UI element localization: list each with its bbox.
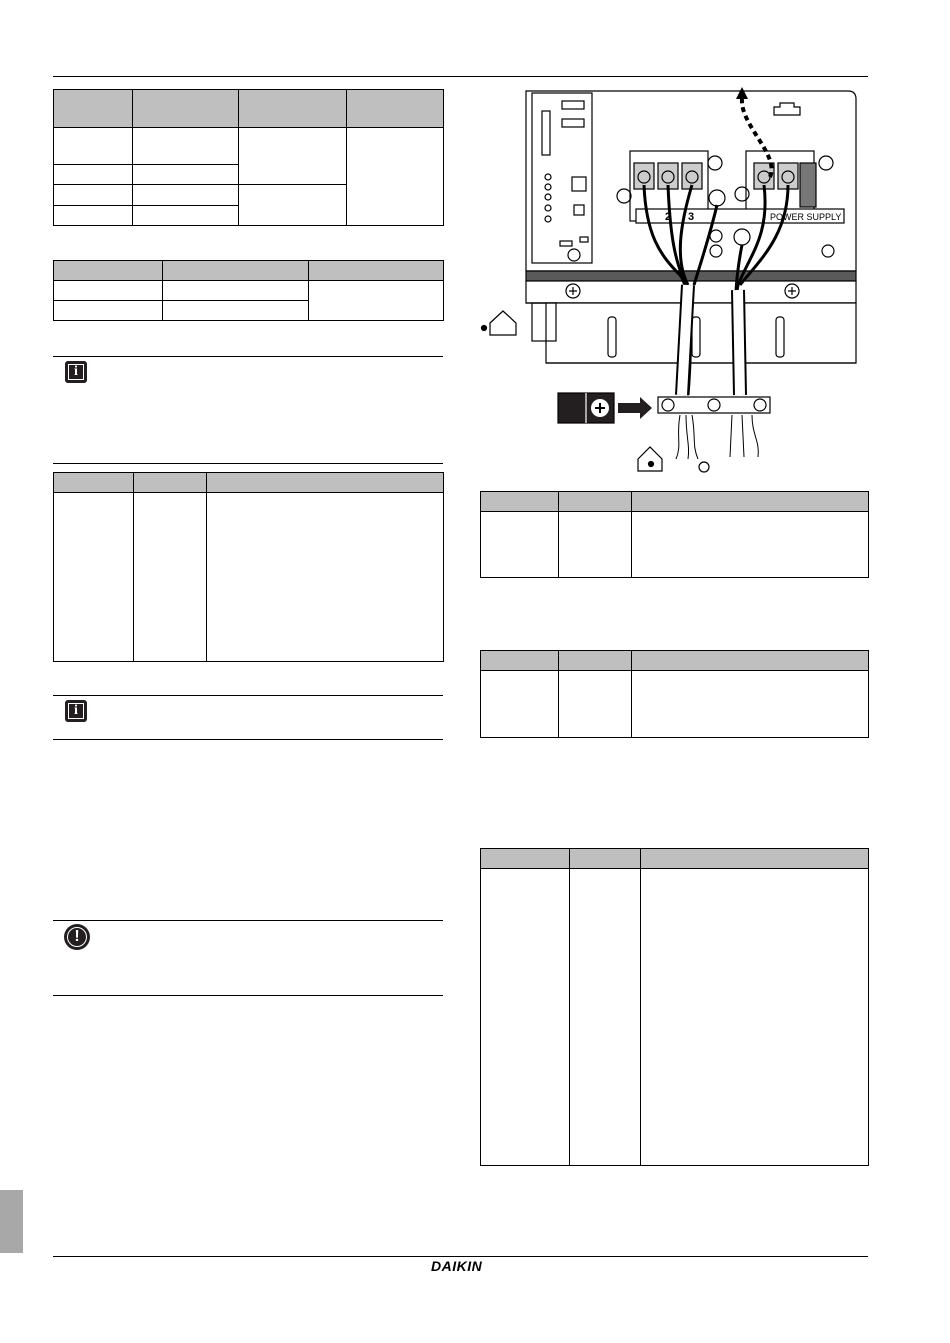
terminal-number-2: 2 (665, 211, 672, 223)
table-cell (481, 512, 559, 578)
table-header-cell (632, 651, 869, 671)
table-header-cell (641, 849, 869, 869)
table-header-cell (559, 651, 632, 671)
table-cell (239, 128, 347, 185)
wiring-diagram (470, 85, 870, 480)
table-cell (632, 671, 869, 738)
table-header-cell (54, 90, 133, 128)
spec-table-2 (53, 260, 444, 321)
spec-table-4 (480, 491, 869, 578)
note-top-rule (53, 356, 443, 357)
table-cell (559, 512, 632, 578)
table-header-cell (239, 90, 347, 128)
spec-table-3 (53, 472, 444, 662)
table-header-cell (134, 473, 207, 493)
exclamation-icon: ! (64, 924, 90, 950)
table-cell (347, 128, 444, 226)
header-rule (53, 76, 868, 77)
table-cell (163, 301, 309, 321)
spec-table-6 (480, 848, 869, 1166)
table-cell (133, 165, 239, 185)
table-header-cell (481, 651, 559, 671)
table-cell (163, 281, 309, 301)
power-supply-label: POWER SUPPLY (770, 212, 842, 222)
table-cell (134, 493, 207, 662)
table-header-cell (207, 473, 444, 493)
house-icon (638, 447, 662, 471)
table-cell (207, 493, 444, 662)
table-header-cell (133, 90, 239, 128)
table-cell (481, 671, 559, 738)
info-icon: i (65, 361, 87, 383)
table-cell (54, 301, 163, 321)
table-cell (570, 869, 641, 1166)
table-cell (559, 671, 632, 738)
note-top-rule (53, 695, 443, 696)
table-cell (54, 281, 163, 301)
daikin-logo: DAIKIN (431, 1258, 483, 1274)
notice-bottom-rule (53, 995, 443, 996)
chapter-tab (0, 1190, 23, 1253)
notice-top-rule (53, 920, 443, 921)
table-cell (641, 869, 869, 1166)
table-header-cell (632, 492, 869, 512)
note-bottom-rule (53, 739, 443, 740)
table-cell (54, 206, 133, 226)
note-bottom-rule (53, 463, 443, 464)
table-header-cell (54, 473, 134, 493)
spec-table-1 (53, 89, 444, 226)
table-cell (481, 869, 570, 1166)
table-header-cell (309, 261, 444, 281)
table-cell (54, 185, 133, 206)
table-cell (133, 128, 239, 165)
table-cell (54, 165, 133, 185)
spec-table-5 (480, 650, 869, 738)
table-header-cell (481, 492, 559, 512)
table-header-cell (347, 90, 444, 128)
info-icon: i (65, 700, 87, 722)
house-icon (490, 311, 516, 335)
right-arrow-icon (618, 397, 652, 419)
footer-rule (53, 1256, 868, 1257)
table-cell (239, 185, 347, 226)
table-cell (133, 185, 239, 206)
table-cell (54, 493, 134, 662)
table-header-cell (163, 261, 309, 281)
table-cell (54, 128, 133, 165)
table-cell (133, 206, 239, 226)
table-header-cell (559, 492, 632, 512)
table-cell (309, 281, 444, 321)
table-cell (632, 512, 869, 578)
table-header-cell (481, 849, 570, 869)
terminal-number-3: 3 (688, 211, 695, 223)
table-header-cell (54, 261, 163, 281)
table-header-cell (570, 849, 641, 869)
